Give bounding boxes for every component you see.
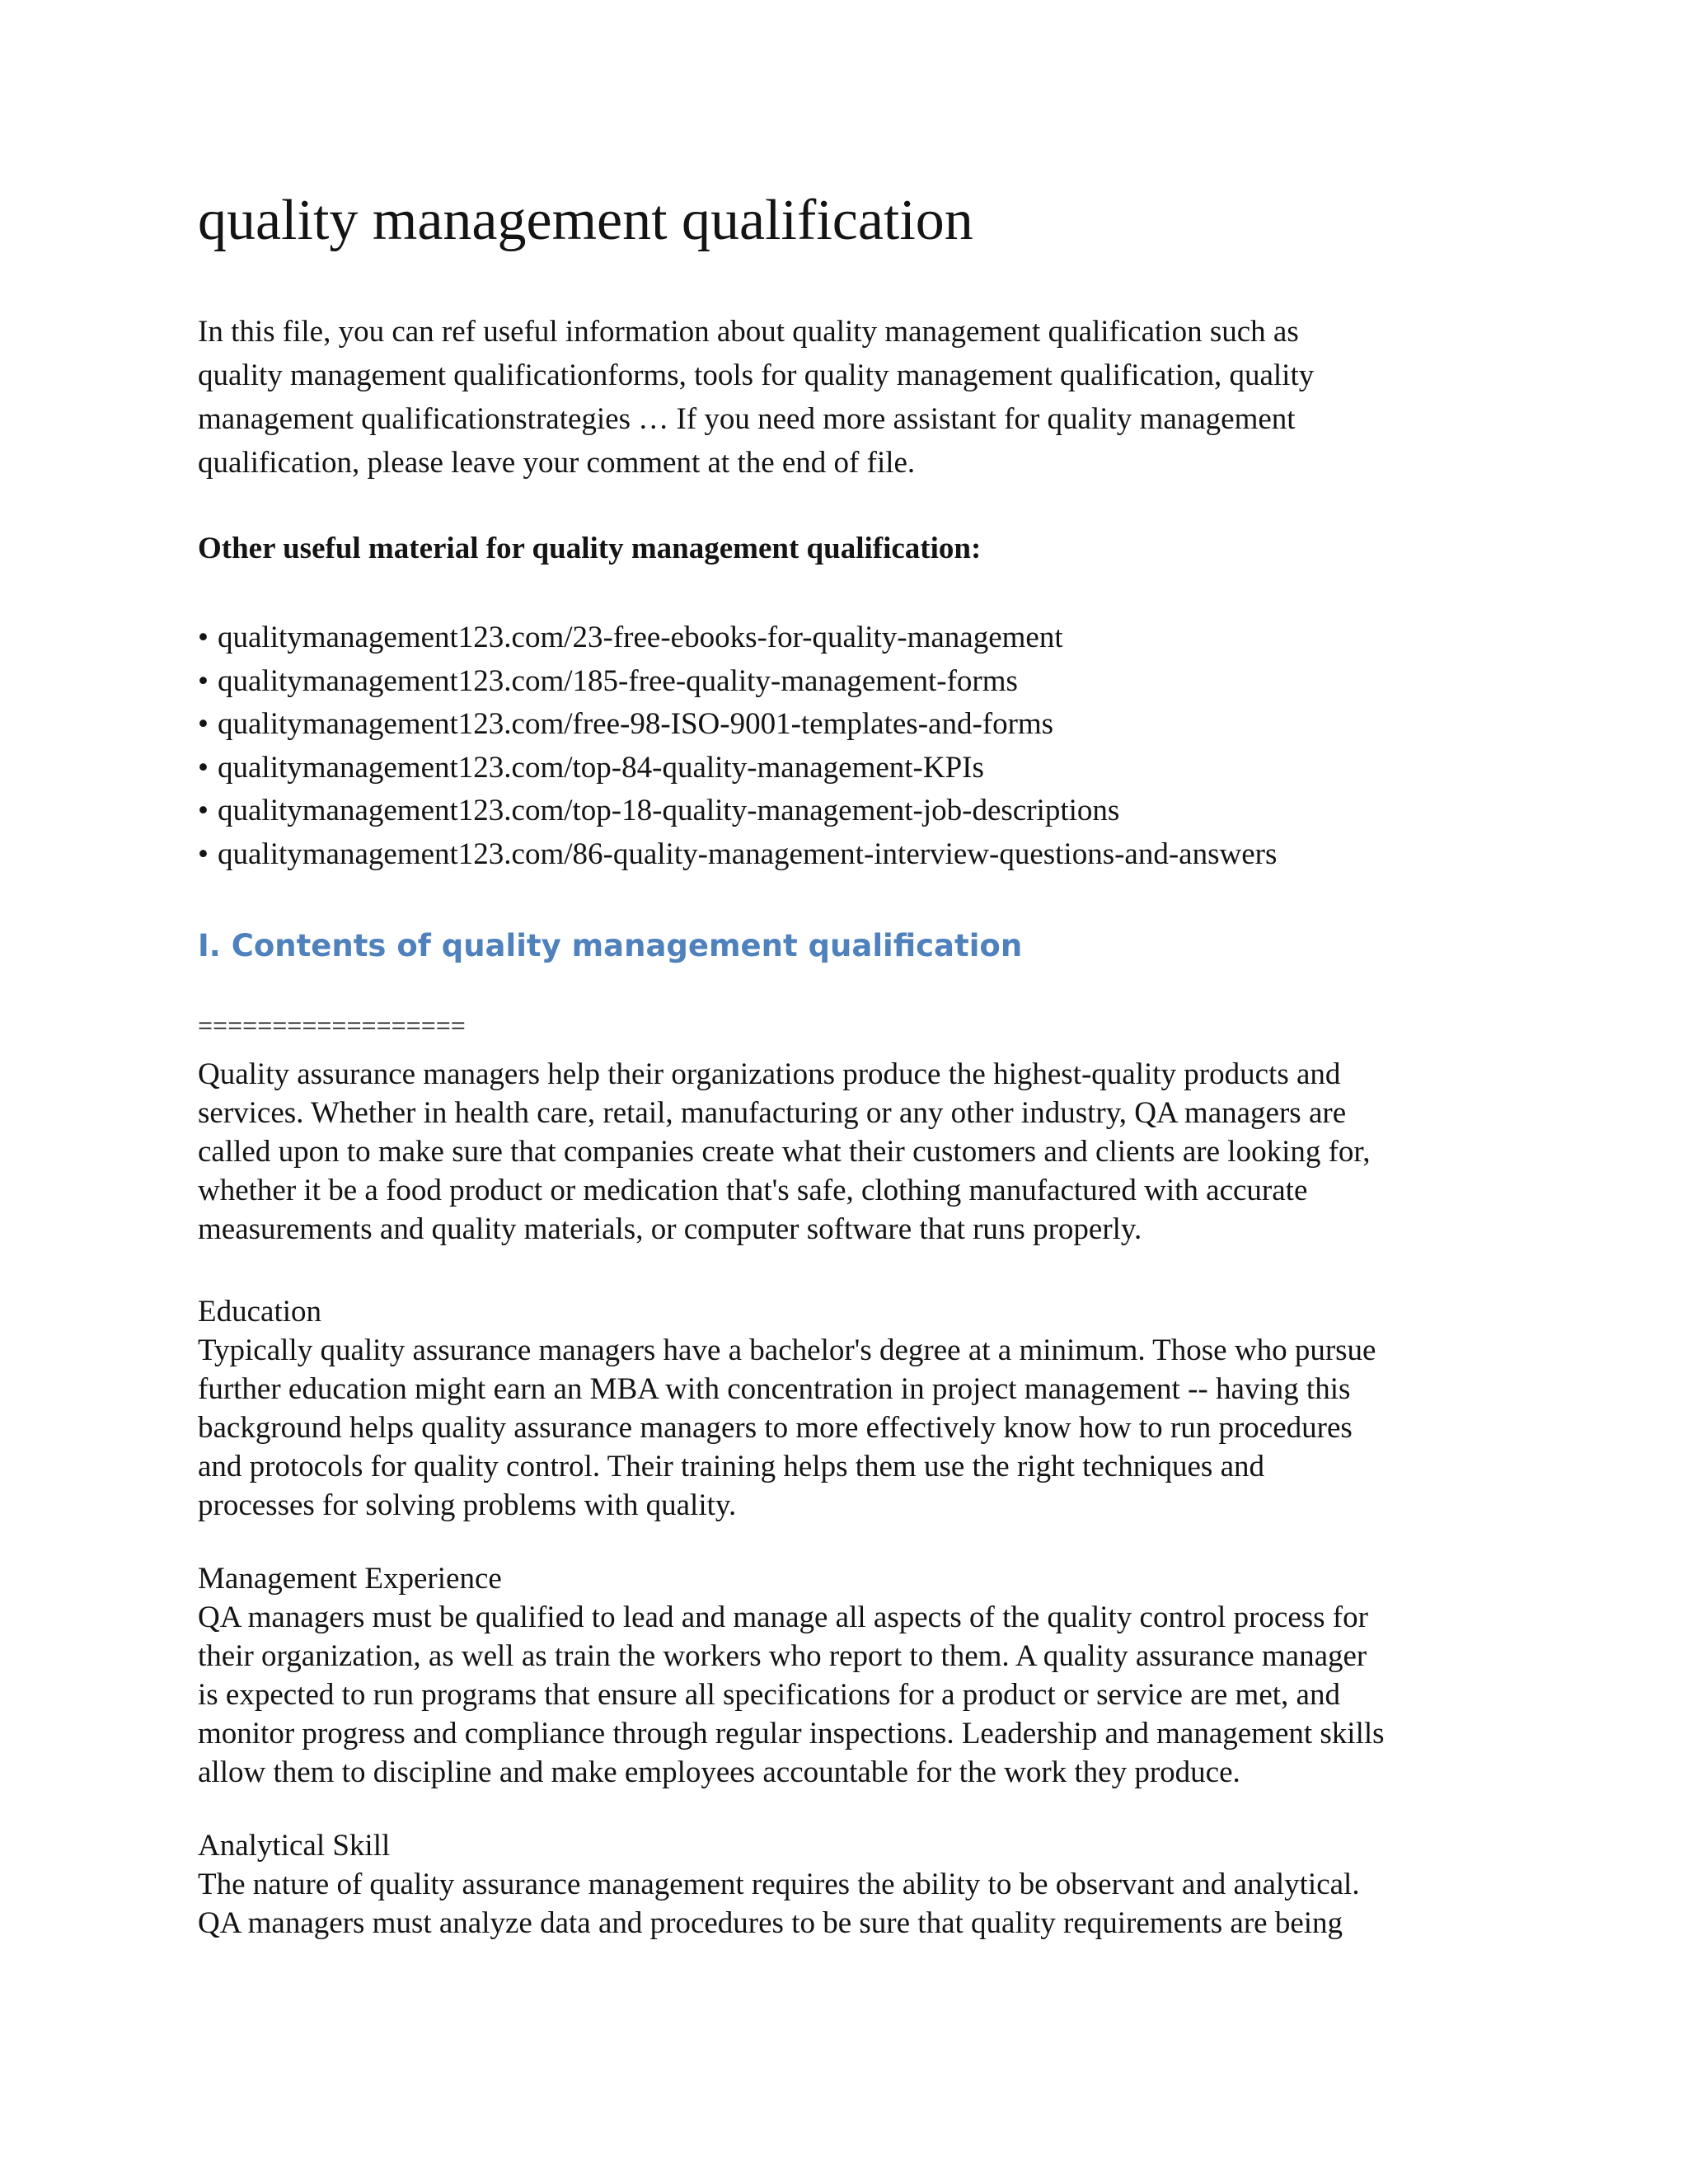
link-item[interactable]: [198, 616, 1277, 660]
bullet-icon: •: [198, 707, 209, 741]
link-item[interactable]: [198, 833, 1277, 877]
link-text[interactable]: qualitymanagement123.com/185-free-quality-management-forms: [218, 663, 1018, 698]
intro-line: quality management qualificationforms, tools for quality management qualification, quality: [198, 359, 1315, 392]
analytical-skill-paragraph: [198, 1865, 1500, 1943]
document-title: quality management qualification: [198, 189, 973, 252]
bullet-icon: •: [198, 663, 209, 698]
link-text[interactable]: qualitymanagement123.com/86-quality-management-interview-questions-and-answers: [218, 837, 1278, 871]
other-material-heading: Other useful material for quality management qualification:: [198, 532, 982, 565]
paragraph-line: whether it be a food product or medication that's safe, clothing manufactured with accurate: [198, 1174, 1308, 1207]
link-item[interactable]: [198, 703, 1277, 747]
link-item[interactable]: [198, 790, 1277, 833]
paragraph-line: Quality assurance managers help their organizations produce the highest-quality products and: [198, 1057, 1341, 1091]
education-heading: Education: [198, 1295, 322, 1329]
paragraph-line: monitor progress and compliance through regular inspections. Leadership and management skills: [198, 1717, 1385, 1750]
paragraph-line: their organization, as well as train the workers who report to them. A quality assurance manager: [198, 1639, 1367, 1673]
separator-line: ==================: [198, 1010, 466, 1040]
link-text[interactable]: qualitymanagement123.com/free-98-ISO-9001-templates-and-forms: [218, 707, 1054, 741]
paragraph-line: QA managers must analyze data and procedures to be sure that quality requirements are being: [198, 1906, 1343, 1940]
overview-paragraph: [198, 1055, 1500, 1249]
paragraph-line: QA managers must be qualified to lead and manage all aspects of the quality control process for: [198, 1601, 1368, 1634]
bullet-icon: •: [198, 794, 209, 827]
paragraph-line: processes for solving problems with quality.: [198, 1488, 737, 1522]
paragraph-line: services. Whether in health care, retail, manufacturing or any other industry, QA managers are: [198, 1096, 1347, 1130]
paragraph-line: measurements and quality materials, or computer software that runs properly.: [198, 1212, 1142, 1246]
link-item[interactable]: [198, 660, 1277, 704]
link-list: [198, 616, 1277, 876]
link-text[interactable]: qualitymanagement123.com/top-84-quality-management-KPIs: [218, 750, 984, 785]
paragraph-line: and protocols for quality control. Their training helps them use the right techniques and: [198, 1450, 1265, 1483]
bullet-icon: •: [198, 750, 209, 785]
intro-line: In this file, you can ref useful information about quality management qualification such as: [198, 315, 1299, 349]
paragraph-line: Typically quality assurance managers have a bachelor's degree at a minimum. Those who pursue: [198, 1333, 1376, 1367]
intro-line: qualification, please leave your comment at the end of file.: [198, 446, 916, 480]
paragraph-line: background helps quality assurance managers to more effectively know how to run procedures: [198, 1411, 1353, 1445]
link-item[interactable]: [198, 747, 1277, 790]
paragraph-line: allow them to discipline and make employees accountable for the work they produce.: [198, 1755, 1240, 1789]
section-heading: I. Contents of quality management qualification: [198, 928, 1023, 963]
management-experience-paragraph: [198, 1598, 1500, 1792]
paragraph-line: is expected to run programs that ensure all specifications for a product or service are met, and: [198, 1678, 1340, 1712]
intro-line: management qualificationstrategies … If you need more assistant for quality management: [198, 402, 1296, 436]
bullet-icon: •: [198, 621, 209, 654]
bullet-icon: •: [198, 837, 209, 871]
link-text[interactable]: qualitymanagement123.com/23-free-ebooks-for-quality-management: [218, 621, 1063, 654]
management-experience-heading: Management Experience: [198, 1562, 502, 1596]
paragraph-line: called upon to make sure that companies create what their customers and clients are looking for,: [198, 1135, 1371, 1169]
paragraph-line: further education might earn an MBA with concentration in project management -- having this: [198, 1372, 1351, 1406]
education-paragraph: [198, 1331, 1500, 1525]
paragraph-line: The nature of quality assurance management requires the ability to be observant and analytical.: [198, 1868, 1360, 1901]
analytical-skill-heading: Analytical Skill: [198, 1829, 391, 1863]
link-text[interactable]: qualitymanagement123.com/top-18-quality-management-job-descriptions: [218, 794, 1120, 827]
intro-paragraph: [198, 310, 1484, 485]
